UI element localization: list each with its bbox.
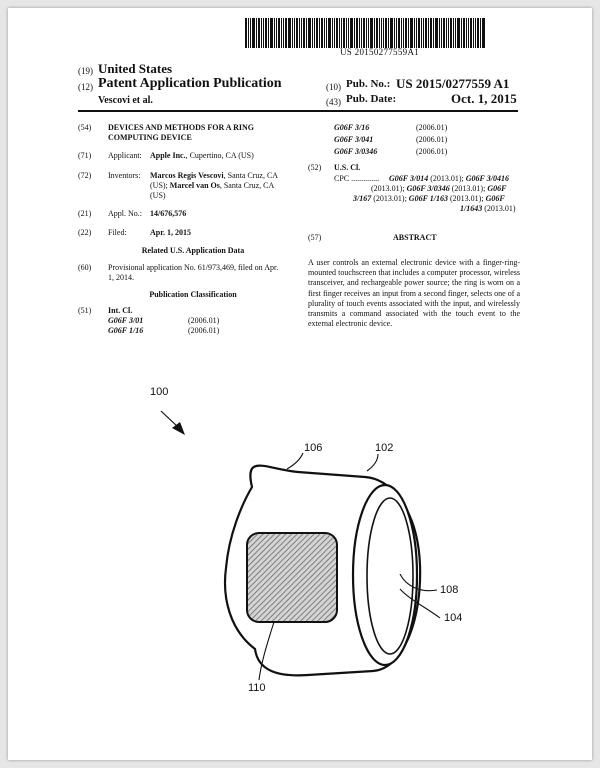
class-version: (2006.01) <box>416 123 448 132</box>
inventors-label: Inventors: <box>108 171 141 180</box>
cpc-class: 3/167 <box>353 194 372 203</box>
inventor-1-location: , Santa Cruz, CA <box>223 171 279 180</box>
appl-code: (21) <box>78 209 92 218</box>
country: United States <box>98 61 173 76</box>
ring-drawing <box>161 411 440 680</box>
pubdate-code: (43) <box>326 97 341 107</box>
intcl-version: (2006.01) <box>188 326 220 335</box>
pubdate-label: Pub. Date: <box>346 93 397 105</box>
arrow-100-line <box>161 411 178 427</box>
class-version: (2006.01) <box>416 147 448 156</box>
inventors-code: (72) <box>78 171 92 180</box>
intcl-class: G06F 1/16 <box>108 326 144 335</box>
intcl-label: Int. Cl. <box>108 306 133 315</box>
inventor-2-prefix: (US); <box>150 181 168 190</box>
ref-110: 110 <box>248 682 266 694</box>
ref-100: 100 <box>150 386 169 398</box>
applicant-name: Apple Inc. <box>150 151 186 160</box>
cpc-class: G06F <box>487 184 507 193</box>
pub-number: US 2015/0277559 A1 <box>396 76 510 91</box>
abstract-text: A user controls an external electronic device with a finger-ring-mounted touchscreen that includes a computer processor, wireless transceiver, and rechargeable power source; the ring is worn on a first finger receives an input from a second finger, selects one of a plurality of touch events associated with the input, and wirelessly transmits a command associated with the touch event to the external electronic device. <box>308 258 520 329</box>
cpc-label: CPC .............. <box>334 174 380 183</box>
cpc-class: G06F <box>485 194 505 203</box>
pubclass-heading: Publication Classification <box>149 290 237 299</box>
publication-type: Patent Application Publication <box>98 76 282 91</box>
cpc-version: (2013.01) <box>484 204 516 213</box>
inventor-1-name: Marcos Regis Vescovi <box>150 171 224 180</box>
applicant-label: Applicant: <box>108 151 142 160</box>
ring-opening-inner <box>367 498 413 654</box>
provisional-line-2: 1, 2014. <box>108 273 134 282</box>
cpc-version: (2013.01); <box>451 184 486 193</box>
cpc-class: G06F 3/0416 <box>465 174 509 183</box>
filed-date: Apr. 1, 2015 <box>150 228 192 237</box>
leader-106 <box>287 453 303 469</box>
intcl-class: G06F 3/01 <box>108 316 144 325</box>
ref-106: 106 <box>304 442 323 454</box>
cpc-class: G06F 3/0346 <box>406 184 450 193</box>
filed-code: (22) <box>78 228 92 237</box>
ring-device-figure <box>8 8 592 760</box>
touchscreen <box>247 533 337 622</box>
uscl-code: (52) <box>308 163 322 172</box>
inventor-short: Vescovi et al. <box>98 95 153 106</box>
abstract-heading: ABSTRACT <box>393 233 437 242</box>
type-code: (12) <box>78 82 93 92</box>
barcode-number: US 20150277559A1 <box>340 47 420 57</box>
appl-label: Appl. No.: <box>108 209 142 218</box>
abstract-code: (57) <box>308 233 322 242</box>
intcl-code: (51) <box>78 306 92 315</box>
patent-page <box>8 8 592 760</box>
ref-102: 102 <box>375 442 394 454</box>
ref-108: 108 <box>440 584 459 596</box>
ref-104: 104 <box>444 612 463 624</box>
appl-number: 14/676,576 <box>150 209 187 218</box>
cpc-class: G06F 1/163 <box>408 194 448 203</box>
applicant-code: (71) <box>78 151 92 160</box>
class-item: G06F 3/0346 <box>334 147 378 156</box>
provisional-code: (60) <box>78 263 92 272</box>
applicant-location: , Cupertino, CA (US) <box>185 151 254 160</box>
cpc-class: 1/1643 <box>460 204 483 213</box>
title-line-1: DEVICES AND METHODS FOR A RING <box>108 123 255 132</box>
class-item: G06F 3/16 <box>334 123 370 132</box>
uscl-label: U.S. Cl. <box>334 163 361 172</box>
inventor-2-location: , Santa Cruz, CA <box>219 181 275 190</box>
class-version: (2006.01) <box>416 135 448 144</box>
cpc-version: (2013.01); <box>373 194 407 203</box>
pubno-label: Pub. No.: <box>346 78 391 90</box>
cpc-version: (2013.01); <box>430 174 464 183</box>
cpc-version: (2013.01); <box>450 194 484 203</box>
inventor-3: (US) <box>150 191 166 200</box>
pub-date: Oct. 1, 2015 <box>451 91 517 106</box>
inventor-2-name: Marcel van Os <box>169 181 220 190</box>
class-item: G06F 3/041 <box>334 135 374 144</box>
intcl-version: (2006.01) <box>188 316 220 325</box>
leader-102 <box>367 454 378 471</box>
cpc-version: (2013.01); <box>371 184 405 193</box>
pubno-code: (10) <box>326 82 341 92</box>
related-heading: Related U.S. Application Data <box>141 246 245 255</box>
filed-label: Filed: <box>108 228 127 237</box>
title-code: (54) <box>78 123 92 132</box>
provisional-line-1: Provisional application No. 61/973,469, filed on Apr. <box>108 263 279 272</box>
cpc-class: G06F 3/014 <box>389 174 429 183</box>
country-code: (19) <box>78 66 93 76</box>
title-line-2: COMPUTING DEVICE <box>108 133 192 142</box>
